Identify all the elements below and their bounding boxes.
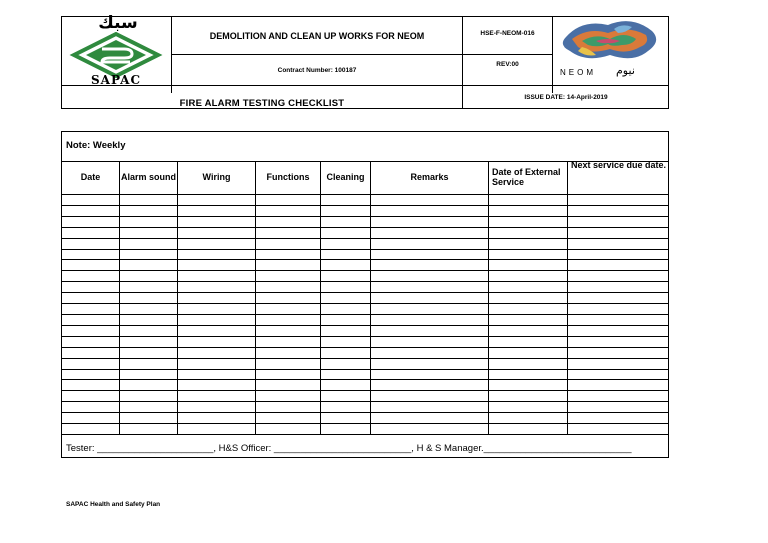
table-row-line	[62, 412, 669, 413]
checklist-table	[61, 131, 669, 458]
table-row-line	[62, 314, 669, 315]
table-row-line	[62, 390, 669, 391]
sapac-logo-text: SAPAC	[91, 73, 141, 87]
form-code: HSE-F-NEOM-016	[480, 30, 535, 37]
column-header-external-service: Date of External Service	[492, 167, 561, 187]
column-header-alarm-sound: Alarm sound	[120, 171, 176, 182]
table-row-line	[62, 358, 669, 359]
table-row-line	[62, 227, 669, 228]
sapac-logo	[66, 13, 166, 87]
table-row-line	[62, 238, 669, 239]
table-row-line	[62, 259, 669, 260]
table-row-line	[62, 369, 669, 370]
neom-emblem-icon	[552, 17, 667, 65]
sapac-emblem-icon	[66, 32, 166, 78]
table-row-line	[62, 205, 669, 206]
table-row-line	[62, 194, 669, 195]
grid-line	[488, 161, 489, 434]
table-row-line	[62, 434, 669, 435]
neom-logo	[552, 17, 667, 82]
signature-line: Tester: ______________________, H&S Officer: __________________________, H & S Manager.____________________________	[66, 443, 632, 454]
grid-line	[320, 161, 321, 434]
revision-number: REV:00	[496, 61, 519, 68]
page-footer: SAPAC Health and Safety Plan	[66, 501, 161, 508]
issue-date: ISSUE DATE: 14-April-2019	[524, 94, 608, 101]
table-row-line	[62, 281, 669, 282]
grid-line	[567, 161, 568, 434]
column-header-remarks: Remarks	[410, 171, 449, 182]
column-header-functions: Functions	[266, 171, 310, 182]
table-row-line	[62, 292, 669, 293]
column-header-next-service: Next service due date.	[571, 160, 667, 170]
column-header-cleaning: Cleaning	[326, 171, 365, 182]
neom-logo-text: NEOM	[560, 68, 596, 77]
grid-line	[177, 161, 178, 434]
column-header-date: Date	[80, 171, 101, 182]
contract-number: Contract Number: 100187	[277, 66, 357, 74]
table-row-line	[62, 336, 669, 337]
note-frequency: Note: Weekly	[66, 140, 126, 151]
table-row-line	[62, 423, 669, 424]
table-row-line	[62, 347, 669, 348]
grid-line	[370, 161, 371, 434]
table-row-line	[62, 216, 669, 217]
table-row-line	[62, 401, 669, 402]
document-header	[61, 13, 669, 109]
checklist-title: FIRE ALARM TESTING CHECKLIST	[179, 98, 345, 109]
grid-line	[119, 161, 120, 434]
sapac-logo-arabic: سبك	[98, 13, 138, 33]
table-row-line	[62, 270, 669, 271]
table-row-line	[62, 379, 669, 380]
table-row-line	[62, 325, 669, 326]
column-header-wiring: Wiring	[202, 171, 231, 182]
grid-line	[255, 161, 256, 434]
neom-logo-arabic: نيوم	[616, 64, 635, 77]
table-row-line	[62, 303, 669, 304]
project-title: DEMOLITION AND CLEAN UP WORKS FOR NEOM	[209, 30, 425, 41]
table-row-line	[62, 249, 669, 250]
